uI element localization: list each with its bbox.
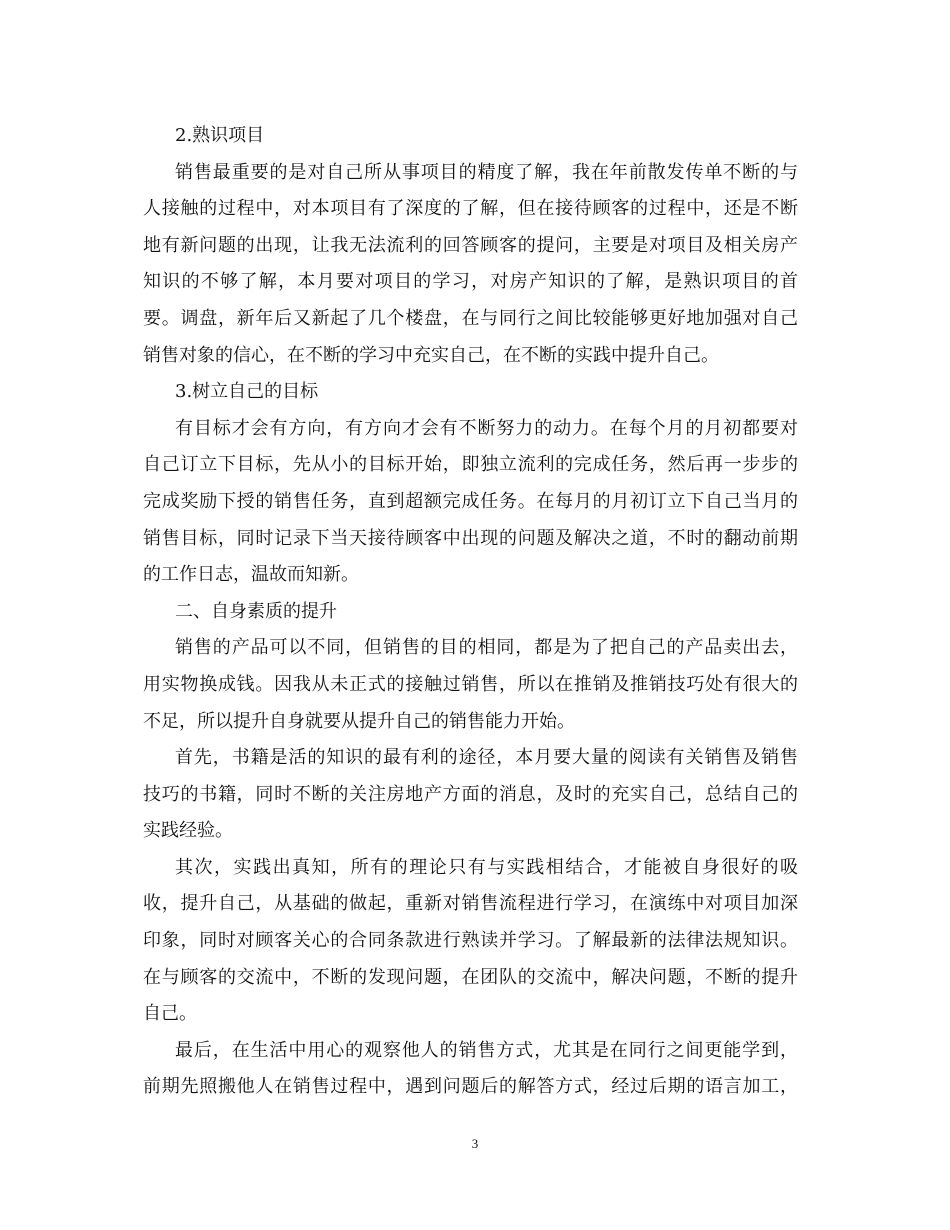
text-line: 地有新问题的出现，让我无法流利的回答顾客的提问，主要是对项目及相关房产 (143, 234, 798, 256)
text-line: 3.树立自己的目标 (175, 381, 319, 403)
text-line: 销售的产品可以不同，但销售的目的相同，都是为了把自己的产品卖出去， (175, 637, 798, 659)
page-number: 3 (471, 1136, 479, 1151)
text-line: 2.熟识项目 (175, 125, 265, 146)
text-line: 人接触的过程中，对本项目有了深度的了解，但在接待顾客的过程中，还是不断 (143, 198, 798, 220)
text-line: 销售最重要的是对自己所从事项目的精度了解，我在年前散发传单不断的与 (175, 161, 798, 183)
text-line: 的工作日志，温故而知新。 (143, 564, 359, 586)
text-line: 自己。 (143, 1003, 197, 1025)
text-line: 在与顾客的交流中，不断的发现问题，在团队的交流中，解决问题，不断的提升 (143, 966, 798, 988)
text-line: 前期先照搬他人在销售过程中，遇到问题后的解答方式，经过后期的语言加工， (143, 1076, 798, 1098)
text-line: 销售目标，同时记录下当天接待顾客中出现的问题及解决之道，不时的翻动前期 (143, 527, 798, 549)
text-line: 用实物换成钱。因我从未正式的接触过销售，所以在推销及推销技巧处有很大的 (143, 673, 798, 695)
text-line: 技巧的书籍，同时不断的关注房地产方面的消息，及时的充实自己，总结自己的 (143, 783, 798, 805)
text-line: 知识的不够了解，本月要对项目的学习，对房产知识的了解，是熟识项目的首 (143, 271, 798, 293)
text-line: 有目标才会有方向，有方向才会有不断努力的动力。在每个月的月初都要对 (175, 417, 798, 439)
text-line: 其次，实践出真知，所有的理论只有与实践相结合，才能被自身很好的吸 (175, 856, 798, 878)
text-line: 完成奖励下授的销售任务，直到超额完成任务。在每月的月初订立下自己当月的 (143, 490, 798, 512)
text-line: 二、自身素质的提升 (175, 600, 337, 622)
text-line: 最后，在生活中用心的观察他人的销售方式，尤其是在同行之间更能学到， (175, 1039, 798, 1061)
body-text (143, 118, 798, 1106)
text-line: 销售对象的信心，在不断的学习中充实自己，在不断的实践中提升自己。 (143, 344, 719, 366)
text-line: 实践经验。 (143, 820, 233, 842)
text-line: 不足，所以提升自身就要从提升自己的销售能力开始。 (143, 710, 575, 732)
text-line: 首先，书籍是活的知识的最有利的途径，本月要大量的阅读有关销售及销售 (175, 747, 798, 769)
text-line: 印象，同时对顾客关心的合同条款进行熟读并学习。了解最新的法律法规知识。 (143, 930, 798, 952)
text-line: 要。调盘，新年后又新起了几个楼盘，在与同行之间比较能够更好地加强对自己 (143, 307, 798, 329)
text-line: 收，提升自己，从基础的做起，重新对销售流程进行学习，在演练中对项目加深 (143, 893, 798, 915)
text-line: 自己订立下目标，先从小的目标开始，即独立流利的完成任务，然后再一步步的 (143, 454, 798, 476)
